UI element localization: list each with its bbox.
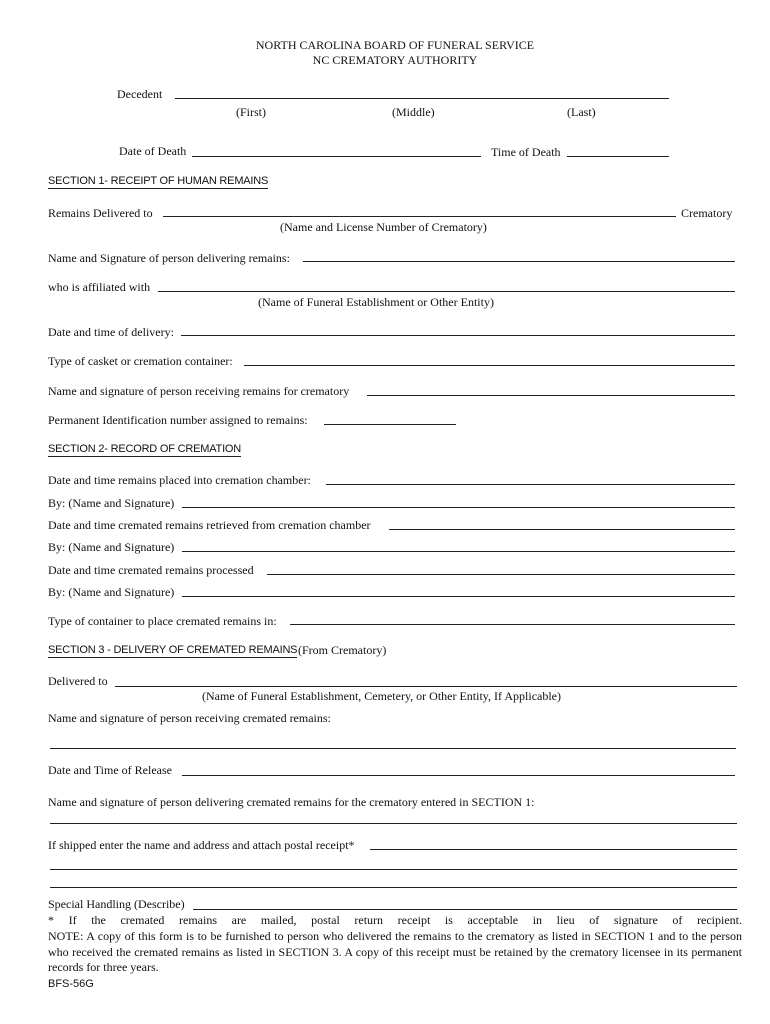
by-field-2[interactable]: [182, 551, 735, 552]
form-subtitle: NC CREMATORY AUTHORITY: [312, 53, 478, 67]
delivered-to-hint: (Name of Funeral Establishment, Cemetery, or Other Entity, If Applicable): [202, 689, 562, 703]
delivered-to-label: Delivered to: [48, 674, 108, 688]
section-2-title: SECTION 2- RECORD OF CREMATION: [48, 443, 242, 455]
special-handling-label: Special Handling (Describe): [48, 897, 185, 911]
processed-field[interactable]: [267, 574, 735, 575]
shipped-field-2[interactable]: [50, 869, 737, 870]
remains-delivered-label: Remains Delivered to: [48, 206, 153, 220]
date-time-delivery-label: Date and time of delivery:: [48, 325, 174, 339]
retrieved-field[interactable]: [389, 529, 735, 530]
shipped-field-1[interactable]: [370, 849, 737, 850]
special-handling-field[interactable]: [193, 909, 737, 910]
container-type-field[interactable]: [290, 624, 735, 625]
affiliated-with-field[interactable]: [158, 291, 735, 292]
container-type-label: Type of container to place cremated remains in:: [48, 614, 277, 628]
from-crematory-label: (From Crematory): [298, 643, 387, 657]
time-of-death-label: Time of Death: [491, 145, 561, 159]
permanent-id-field[interactable]: [324, 424, 456, 425]
by-field-3[interactable]: [182, 596, 735, 597]
delivering-cremated-label: Name and signature of person delivering cremated remains for the crematory entered in SECTION 1:: [48, 795, 535, 809]
delivering-person-field[interactable]: [303, 261, 735, 262]
by-field-1[interactable]: [182, 507, 735, 508]
release-field[interactable]: [182, 775, 735, 776]
by-label-2: By: (Name and Signature): [48, 540, 175, 554]
placed-chamber-field[interactable]: [326, 484, 735, 485]
section-1-title: SECTION 1- RECEIPT OF HUMAN REMAINS: [48, 175, 269, 187]
delivering-person-label: Name and Signature of person delivering remains:: [48, 251, 290, 265]
placed-chamber-label: Date and time remains placed into cremation chamber:: [48, 473, 311, 487]
casket-type-label: Type of casket or cremation container:: [48, 354, 233, 368]
affiliated-hint: (Name of Funeral Establishment or Other Entity): [258, 295, 494, 309]
permanent-id-label: Permanent Identification number assigned to remains:: [48, 413, 308, 427]
shipped-field-3[interactable]: [50, 887, 737, 888]
delivering-cremated-field[interactable]: [50, 823, 737, 824]
processed-label: Date and time cremated remains processed: [48, 563, 254, 577]
time-of-death-field[interactable]: [567, 156, 669, 157]
date-time-delivery-field[interactable]: [181, 335, 735, 336]
delivered-to-field[interactable]: [115, 686, 737, 687]
decedent-name-field[interactable]: [175, 98, 669, 99]
remains-delivered-field[interactable]: [163, 216, 676, 217]
by-label-3: By: (Name and Signature): [48, 585, 175, 599]
section-3-title: SECTION 3 - DELIVERY OF CREMATED REMAINS: [48, 644, 298, 656]
receiving-person-label: Name and signature of person receiving remains for crematory: [48, 384, 350, 398]
form-code: BFS-56G: [48, 978, 94, 990]
retrieved-label: Date and time cremated remains retrieved from cremation chamber: [48, 518, 371, 532]
receiving-cremated-field[interactable]: [50, 748, 736, 749]
crematory-hint: (Name and License Number of Crematory): [280, 220, 487, 234]
receiving-cremated-label: Name and signature of person receiving cremated remains:: [48, 711, 331, 725]
release-label: Date and Time of Release: [48, 763, 172, 777]
copy-note: NOTE: A copy of this form is to be furnished to person who delivered the remains to the crematory as listed in SECTION 1 and to the person who received the cremated remains as listed in SECTION 3. A copy of this receipt must be retained by the crematory licensee in its permanent records for three years.: [48, 929, 742, 974]
casket-type-field[interactable]: [244, 365, 735, 366]
middle-name-hint: (Middle): [392, 105, 435, 119]
last-name-hint: (Last): [567, 105, 596, 119]
date-of-death-label: Date of Death: [119, 144, 187, 158]
by-label-1: By: (Name and Signature): [48, 496, 175, 510]
first-name-hint: (First): [236, 105, 266, 119]
shipped-label: If shipped enter the name and address and attach postal receipt*: [48, 838, 355, 852]
affiliated-with-label: who is affiliated with: [48, 280, 151, 294]
form-title: NORTH CAROLINA BOARD OF FUNERAL SERVICE: [255, 38, 535, 52]
mail-note: * If the cremated remains are mailed, postal return receipt is acceptable in lieu of signature of recipient.: [48, 913, 742, 927]
date-of-death-field[interactable]: [192, 156, 481, 157]
receiving-person-field[interactable]: [367, 395, 735, 396]
crematory-label: Crematory: [681, 206, 733, 220]
decedent-label: Decedent: [117, 87, 163, 101]
